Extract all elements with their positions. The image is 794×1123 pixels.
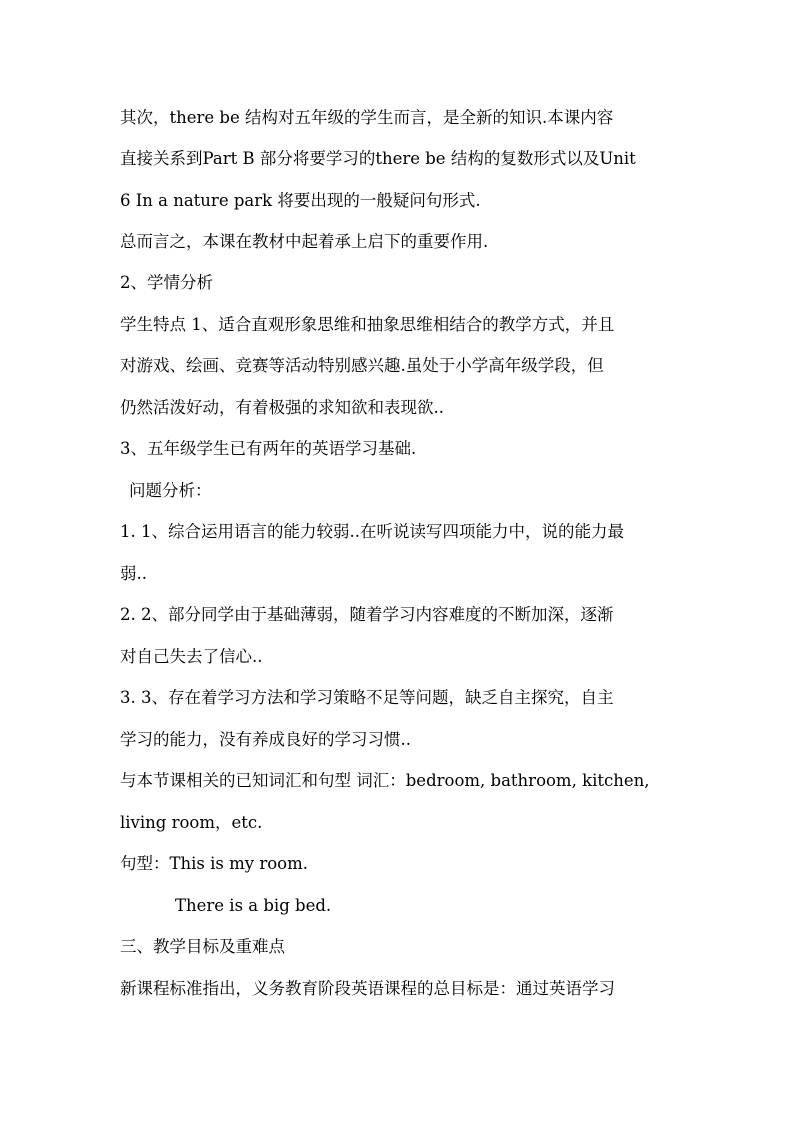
text-line: There is a big bed. [175, 896, 332, 915]
text-line: 3、五年级学生已有两年的英语学习基础. [120, 439, 417, 458]
subheading: 问题分析： [129, 481, 212, 500]
text-line: 仍然活泼好动，有着极强的求知欲和表现欲.. [120, 398, 444, 417]
text-line: 与本节课相关的已知词汇和句型 词汇：bedroom, bathroom, kitchen, [120, 771, 650, 790]
text-line: living room，etc. [120, 813, 263, 832]
text-line: 弱.. [120, 564, 147, 583]
text-line: 对自己失去了信心.. [120, 647, 263, 666]
text-line: 总而言之，本课在教材中起着承上启下的重要作用. [120, 232, 489, 251]
text-line: 对游戏、绘画、竞赛等活动特别感兴趣.虽处于小学高年级学段，但 [120, 356, 604, 375]
list-item: 1. 1、综合运用语言的能力较弱..在听说读写四项能力中，说的能力最 [120, 522, 624, 541]
text-line: 学习的能力，没有养成良好的学习习惯.. [120, 730, 411, 749]
text-line: 6 In a nature park 将要出现的一般疑问句形式. [120, 191, 481, 210]
text-line: 其次，there be 结构对五年级的学生而言，是全新的知识.本课内容 [120, 108, 614, 127]
section-heading: 三、教学目标及重难点 [120, 937, 285, 956]
section-heading: 2、学情分析 [120, 273, 213, 292]
text-line: 学生特点 1、适合直观形象思维和抽象思维相结合的教学方式，并且 [120, 315, 615, 334]
text-line: 新课程标准指出，义务教育阶段英语课程的总目标是：通过英语学习 [120, 979, 615, 998]
text-line: 直接关系到Part B 部分将要学习的there be 结构的复数形式以及Unit [120, 149, 636, 168]
list-item: 2. 2、部分同学由于基础薄弱，随着学习内容难度的不断加深，逐渐 [120, 605, 614, 624]
list-item: 3. 3、存在着学习方法和学习策略不足等问题，缺乏自主探究，自主 [120, 688, 614, 707]
text-line: 句型：This is my room. [120, 854, 308, 873]
